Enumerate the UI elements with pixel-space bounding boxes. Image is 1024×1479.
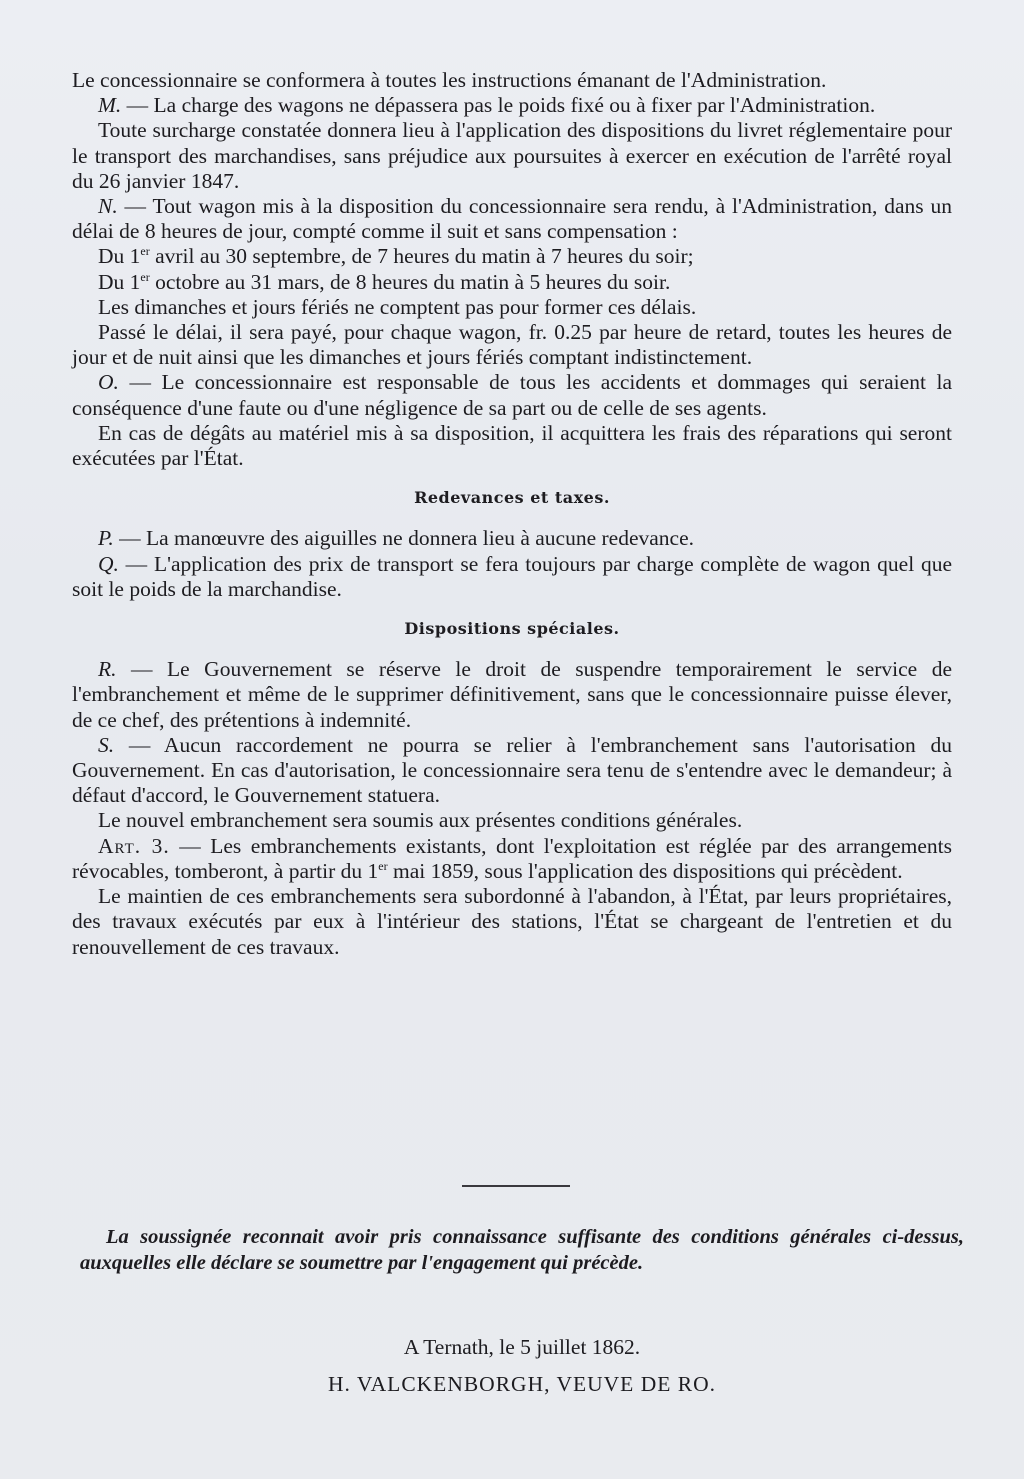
body-paragraph: [72, 194, 952, 244]
ordinal-superscript: er: [140, 244, 150, 259]
section-heading: Dispositions spéciales.: [404, 619, 620, 639]
paragraph-text: — Le Gouvernement se réserve le droit de suspendre temporairement le service de l'embranchement et même de le supprimer définitivement, sans que le concessionnaire puisse élever, de ce chef, des prétentions à indemnité.: [72, 657, 952, 732]
article-label: O.: [98, 370, 119, 395]
paragraph-text: — La charge des wagons ne dépassera pas le poids fixé ou à fixer par l'Administration.: [121, 93, 876, 118]
separator-rule: [462, 1185, 570, 1187]
body-paragraph: [72, 526, 952, 551]
section-heading: Redevances et taxes.: [414, 488, 610, 508]
body-paragraph: [72, 295, 952, 320]
body-paragraph: [72, 68, 952, 93]
article-label: N.: [98, 194, 118, 219]
paragraph-text: — Les embranchements existants, dont l'exploitation est réglée par des arrangements révocables, tomberont, à partir du 1: [72, 833, 952, 883]
body-paragraph: [72, 270, 952, 295]
paragraph-text: — L'application des prix de transport se fera toujours par charge complète de wagon quel que soit le poids de la marchandise.: [72, 551, 952, 601]
article-label: Q.: [98, 551, 119, 576]
article-label: P.: [98, 526, 114, 551]
article-label: R.: [98, 657, 117, 682]
body-paragraph: [72, 657, 952, 733]
body-paragraph: [72, 808, 952, 833]
paragraph-text: Les dimanches et jours fériés ne comptent pas pour former ces délais.: [98, 294, 697, 319]
article-label: S.: [98, 732, 115, 757]
body-paragraph: [72, 733, 952, 809]
article-label: M.: [98, 93, 122, 118]
paragraph-text: Toute surcharge constatée donnera lieu à l'application des dispositions du livret réglementaire pour le transport des marchandises, sans préjudice aux poursuites à exercer en exécution de l'arrêté royal du 26 janvier 1847.: [72, 118, 952, 193]
paragraph-text: mai 1859, sous l'application des dispositions qui précèdent.: [387, 858, 903, 883]
paragraph-text: Du 1: [98, 244, 141, 269]
body-paragraph: [72, 370, 952, 420]
paragraph-text: Le nouvel embranchement sera soumis aux présentes conditions générales.: [98, 808, 743, 833]
paragraph-text: Passé le délai, il sera payé, pour chaque wagon, fr. 0.25 par heure de retard, toutes les heures de jour et de nuit ainsi que les dimanches et jours fériés comptant indistinctement.: [72, 320, 952, 370]
paragraph-text: En cas de dégâts au matériel mis à sa disposition, il acquittera les frais des réparations qui seront exécutées par l'État.: [72, 420, 952, 471]
body-paragraph: [72, 421, 952, 471]
body-paragraph: [72, 552, 952, 602]
place-and-date: A Ternath, le 5 juillet 1862.: [403, 1335, 641, 1359]
body-paragraph: [72, 884, 952, 960]
paragraph-text: — La manœuvre des aiguilles ne donnera lieu à aucune redevance.: [113, 526, 694, 551]
acknowledgement-text: La soussignée reconnait avoir pris connaissance suffisante des conditions générales ci-dessus, auxquelles elle déclare se soumettre par l'engagement qui précède.: [80, 1226, 964, 1274]
paragraph-text: Du 1: [98, 269, 141, 294]
body-paragraph: [72, 118, 952, 194]
signatory-name: H. VALCKENBORGH, VEUVE DE RO.: [328, 1372, 716, 1396]
ordinal-superscript: er: [378, 858, 388, 873]
body-paragraph: [72, 320, 952, 370]
paragraph-text: — Tout wagon mis à la disposition du concessionnaire sera rendu, à l'Administration, dans un délai de 8 heures de jour, compté comme il suit et sans compensation :: [72, 194, 952, 244]
paragraph-text: avril au 30 septembre, de 7 heures du matin à 7 heures du soir;: [149, 244, 694, 269]
paragraph-text: — Le concessionnaire est responsable de tous les accidents et dommages qui seraient la conséquence d'une faute ou d'une négligence de sa part ou de celle de ses agents.: [72, 370, 952, 420]
paragraph-text: octobre au 31 mars, de 8 heures du matin à 5 heures du soir.: [149, 269, 671, 294]
article-label: Art. 3.: [98, 833, 170, 858]
document-body: [72, 68, 952, 960]
body-paragraph: [72, 834, 952, 884]
body-paragraph: [72, 244, 952, 269]
paragraph-text: — Aucun raccordement ne pourra se relier à l'embranchement sans l'autorisation du Gouvernement. En cas d'autorisation, le concessionnaire sera tenu de s'entendre avec le demandeur; à défaut d'accord, le Gouvernement statuera.: [72, 732, 952, 808]
ordinal-superscript: er: [140, 269, 150, 284]
paragraph-text: Le maintien de ces embranchements sera subordonné à l'abandon, à l'État, par leurs propriétaires, des travaux exécutés par eux à l'intérieur des stations, l'État se chargeant de l'entretien et du renouvellement de ces travaux.: [72, 884, 952, 959]
body-paragraph: [72, 93, 952, 118]
paragraph-text: Le concessionnaire se conformera à toutes les instructions émanant de l'Administration.: [72, 68, 827, 92]
